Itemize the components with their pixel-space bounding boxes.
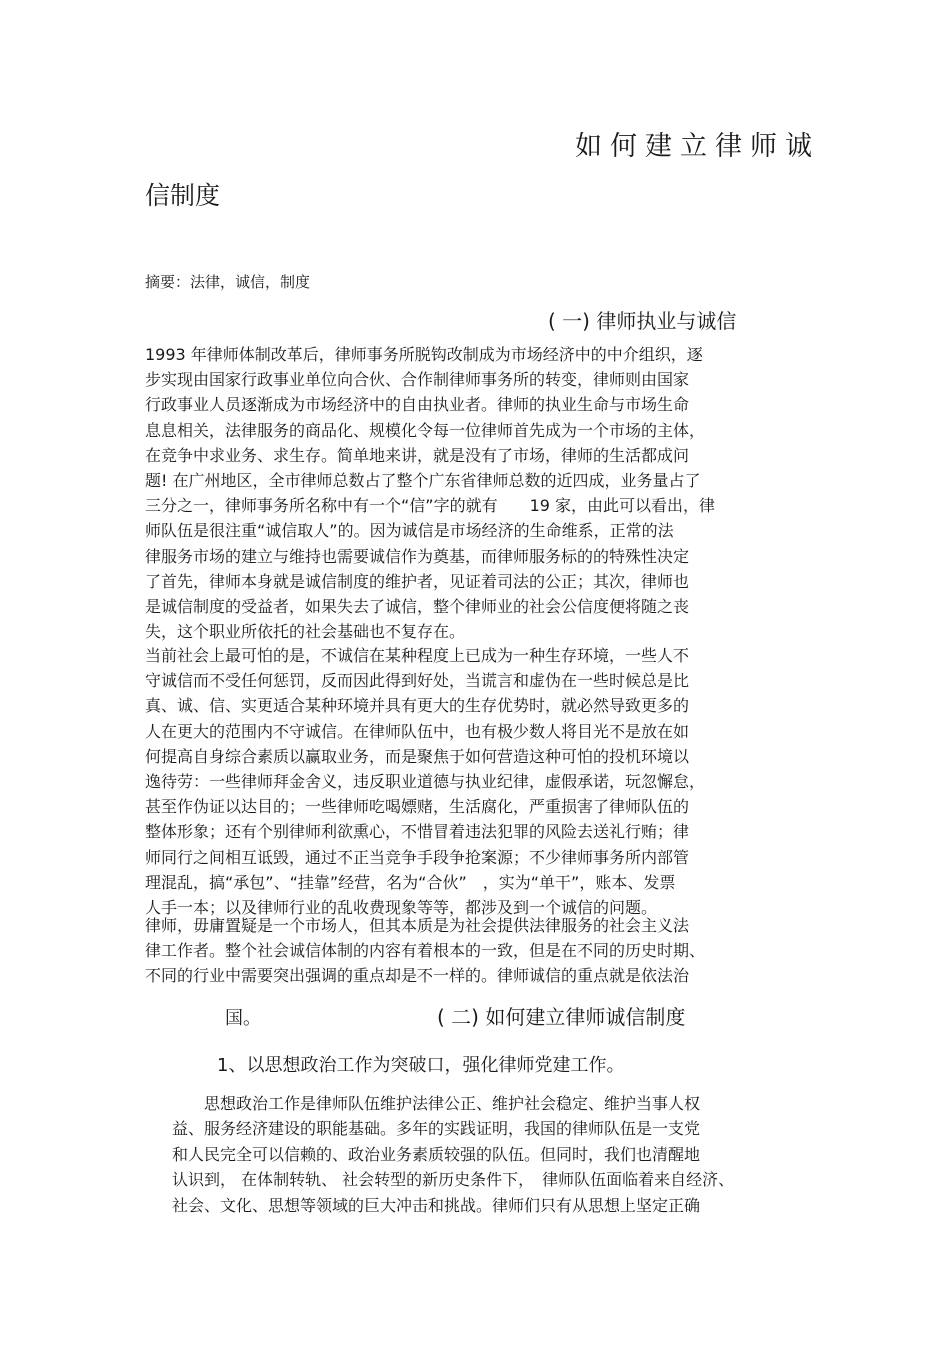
text-line: 益、服务经济建设的职能基础。多年的实践证明，我国的律师队伍是一支党 — [172, 1119, 701, 1139]
document-title-part2: 信制度 — [145, 181, 221, 210]
text-line: 师队伍是很注重“诚信取人”的。因为诚信是市场经济的生命维系，正常的法 — [145, 521, 674, 541]
text-line: 认识到， 在体制转轨、 社会转型的新历史条件下， 律师队伍面临着来自经济、 — [172, 1170, 735, 1190]
text-line: 是诚信制度的受益者，如果失去了诚信，整个律师业的社会公信度便将随之丧 — [145, 596, 690, 616]
text-line: 在竞争中求业务、求生存。简单地来讲，就是没有了市场，律师的生活都成问 — [145, 445, 690, 465]
section2-heading: ( 二) 如何建立律师诚信制度 — [437, 1005, 686, 1029]
text-line: 行政事业人员逐渐成为市场经济中的自由执业者。律师的执业生命与市场生命 — [145, 395, 690, 415]
text-line: 思想政治工作是律师队伍维护法律公正、维护社会稳定、维护当事人权 — [172, 1094, 701, 1113]
text-line: 逸待劳：一些律师拜金舍义，违反职业道德与执业纪律，虚假承诺，玩忽懈怠， — [145, 771, 706, 791]
text-line: 题! 在广州地区，全市律师总数占了整个广东省律师总数的近四成，业务量占了 — [145, 470, 701, 490]
text-line: 步实现由国家行政事业单位向合伙、合作制律师事务所的转变，律师则由国家 — [145, 370, 690, 390]
text-line: 和人民完全可以信赖的、政治业务素质较强的队伍。但同时，我们也清醒地 — [172, 1144, 701, 1164]
text-line: 律服务市场的建立与维持也需要诚信作为奠基，而律师服务标的的特殊性决定 — [145, 546, 690, 566]
text-line: 失，这个职业所依托的社会基础也不复存在。 — [145, 622, 466, 642]
text-line: 人手一本；以及律师行业的乱收费现象等等，都涉及到一个诚信的问题。 — [145, 897, 658, 917]
text-line: 人在更大的范围内不守诚信。在律师队伍中，也有极少数人将目光不是放在如 — [145, 721, 690, 741]
text-line: 当前社会上最可怕的是，不诚信在某种程度上已成为一种生存环境，一些人不 — [145, 646, 690, 665]
text-line: 律师，毋庸置疑是一个市场人，但其本质是为社会提供法律服务的社会主义法 — [145, 916, 690, 935]
text-line: 三分之一，律师事务所名称中有一个“信”字的就有 19 家，由此可以看出，律 — [145, 496, 716, 516]
text-line: 了首先，律师本身就是诚信制度的维护者，见证着司法的公正；其次，律师也 — [145, 571, 690, 591]
section1-heading: ( 一) 律师执业与诚信 — [548, 309, 737, 333]
text-line: 守诚信而不受任何惩罚，反而因此得到好处，当谎言和虚伪在一些时候总是比 — [145, 671, 690, 691]
paragraph-4 — [172, 1091, 734, 1218]
subsection1-heading: 1、以思想政治工作为突破口，强化律师党建工作。 — [217, 1055, 625, 1076]
text-line: 师同行之间相互诋毁，通过不正当竞争手段争抢案源；不少律师事务所内部管 — [145, 847, 690, 867]
text-line: 不同的行业中需要突出强调的重点却是不一样的。律师诚信的重点就是依法治 — [145, 966, 690, 986]
text-line: 何提高自身综合素质以赢取业务，而是聚焦于如何营造这种可怕的投机环境以 — [145, 746, 690, 766]
text-line: 律工作者。整个社会诚信体制的内容有着根本的一致，但是在不同的历史时期、 — [145, 941, 706, 961]
text-line: 理混乱，搞“承包”、“挂靠”经营，名为“合伙” ，实为“单干”，账本、发票 — [145, 872, 676, 892]
paragraph-2 — [145, 643, 705, 920]
text-line: 社会、文化、思想等领域的巨大冲击和挑战。律师们只有从思想上坚定正确 — [172, 1195, 701, 1215]
paragraph-3-tail: 国。 — [225, 1008, 261, 1029]
text-line: 1993 年律师体制改革后，律师事务所脱钩改制成为市场经济中的中介组织，逐 — [145, 345, 703, 364]
paragraph-1 — [145, 342, 715, 644]
paragraph-3 — [145, 913, 705, 989]
text-line: 甚至作伪证以达目的；一些律师吃喝嫖赌，生活腐化，严重损害了律师队伍的 — [145, 797, 690, 817]
abstract-keywords: 摘要：法律，诚信，制度 — [145, 273, 311, 291]
text-line: 整体形象；还有个别律师利欲熏心，不惜冒着违法犯罪的风险去送礼行贿；律 — [145, 822, 690, 842]
text-line: 息息相关，法律服务的商品化、规模化令每一位律师首先成为一个市场的主体， — [145, 420, 706, 440]
document-title-part1: 如何建立律师诚 — [575, 131, 820, 162]
text-line: 真、诚、信、实更适合某种环境并具有更大的生存优势时，就必然导致更多的 — [145, 696, 690, 716]
